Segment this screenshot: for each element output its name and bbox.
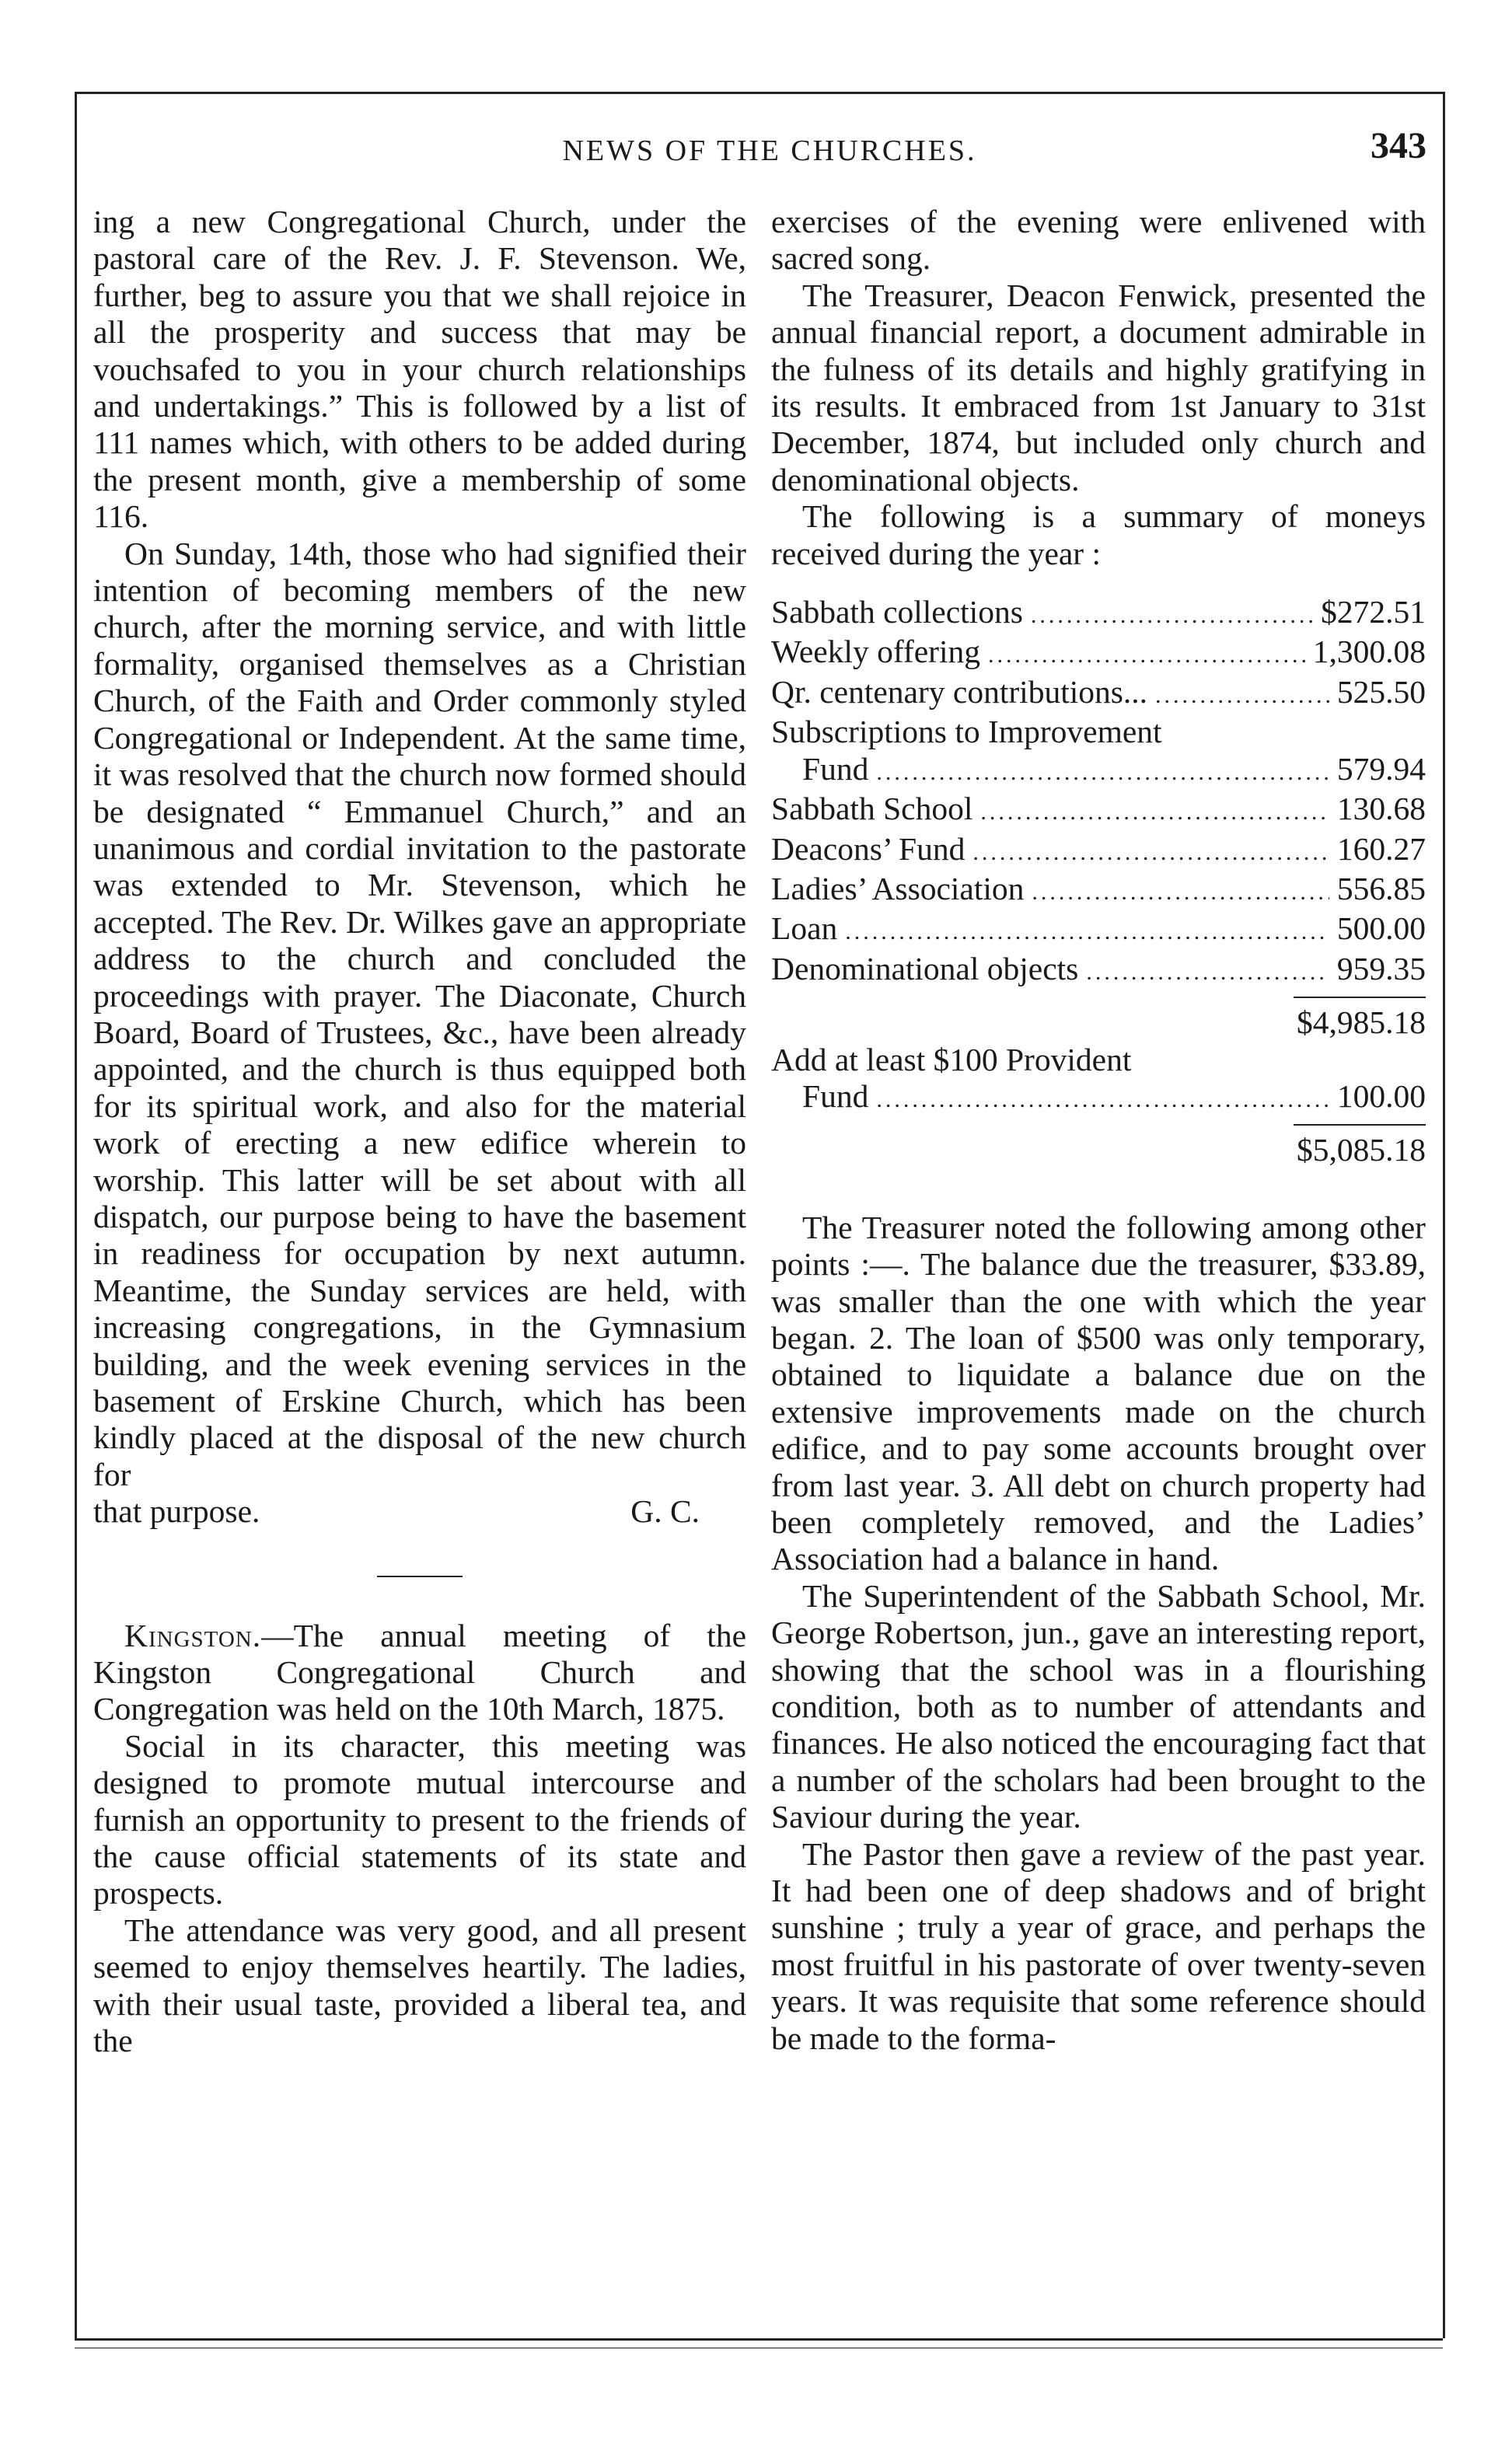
- summary-row: [771, 751, 1426, 791]
- summary-row: [771, 594, 1426, 634]
- summary-amount: 959.35: [1336, 950, 1426, 986]
- paragraph-end: that purpose.: [93, 1493, 260, 1530]
- summary-amount: 1,300.08: [1312, 634, 1426, 670]
- summary-row: [771, 871, 1426, 910]
- leader-dots: [1032, 874, 1329, 910]
- summary-amount: 100.00: [1336, 1077, 1426, 1114]
- summary-row: [771, 951, 1426, 990]
- summary-row: [771, 910, 1426, 950]
- paragraph: The Superintendent of the Sabbath School, Mr. George Robertson, jun., gave an interesting report, showing that the school was in a flourishing condition, both as to number of attendants and finances. He also noticed the encouraging fact that a number of the scholars had been brought to the Saviour during the year.: [771, 1577, 1426, 1835]
- summary-row: [771, 634, 1426, 673]
- subtotal-amount: $4,985.18: [1297, 1004, 1426, 1041]
- paragraph: The attendance was very good, and all present seemed to enjoy themselves heartily. The ladies, with their usual taste, provided a liberal tea, and the: [93, 1912, 746, 2059]
- paragraph: The following is a summary of moneys received during the year :: [771, 498, 1426, 571]
- summary-label: Add at least $100 Provident: [771, 1041, 1132, 1077]
- leader-dots: [1086, 954, 1329, 990]
- paragraph: ing a new Congregational Church, under the pastoral care of the Rev. J. F. Stevenson. We, further, beg to assure you that we shall rejoice in all the prosperity and success that may be vouchsafed to you in your church relationships and undertakings.” This is followed by a list of 111 names which, with others to be added during the present month, give a membership of some 116.: [93, 204, 746, 535]
- summary-row: [771, 831, 1426, 871]
- left-border-rule: [75, 92, 77, 2338]
- summary-row: [771, 791, 1426, 830]
- top-border-rule: [75, 92, 1443, 94]
- running-head: NEWS OF THE CHURCHES.: [562, 134, 977, 167]
- summary-amount: 160.27: [1336, 830, 1426, 867]
- section-divider: [377, 1576, 463, 1577]
- total-amount: $5,085.18: [1297, 1132, 1426, 1168]
- summary-label: Subscriptions to Improvement: [771, 714, 1162, 750]
- summary-label: Sabbath collections: [771, 594, 1023, 630]
- summary-label: Fund: [802, 750, 869, 787]
- summary-row: [771, 674, 1426, 714]
- signature: G. C.: [630, 1493, 700, 1530]
- financial-summary: [771, 594, 1426, 1169]
- summary-amount: $272.51: [1321, 594, 1426, 630]
- right-column: [771, 204, 1426, 2057]
- summary-amount: 579.94: [1336, 750, 1426, 787]
- total-rule: [1294, 1124, 1426, 1126]
- summary-label: Denominational objects: [771, 950, 1079, 986]
- summary-amount: 500.00: [1336, 910, 1426, 947]
- summary-amount: 130.68: [1336, 791, 1426, 827]
- summary-row: [771, 714, 1426, 750]
- summary-label: Sabbath School: [771, 791, 973, 827]
- bottom-border-rule: [75, 2338, 1443, 2341]
- leader-dots: [876, 1081, 1329, 1118]
- leader-dots: [845, 913, 1329, 950]
- paragraph: The Pastor then gave a review of the past year. It had been one of deep shadows and of bright sunshine ; truly a year of grace, and perhaps the most fruitful in his pastorate of over twenty-seven years. It was requisite that some reference should be made to the forma-: [771, 1835, 1426, 2056]
- leader-dots: [1155, 677, 1329, 714]
- page-number: 343: [1371, 125, 1426, 166]
- leader-dots: [876, 754, 1329, 791]
- summary-amount: 556.85: [1336, 870, 1426, 906]
- paragraph: exercises of the evening were enlivened with sacred song.: [771, 204, 1426, 277]
- section-heading: Kingston.: [124, 1617, 262, 1653]
- spacer: [771, 1178, 1426, 1210]
- subtotal-rule: [1294, 997, 1426, 998]
- summary-label: Ladies’ Association: [771, 870, 1025, 906]
- summary-label: Qr. centenary contributions...: [771, 673, 1148, 710]
- leader-dots: [1031, 597, 1313, 634]
- summary-label: Weekly offering: [771, 634, 981, 670]
- left-column: [93, 204, 746, 2060]
- paragraph: On Sunday, 14th, those who had signified their intention of becoming members of the new church, after the morning service, and with little formality, organised themselves as a Christian Church, of the Faith and Order commonly styled Congregational or Independent. At the same time, it was resolved that the church now formed should be designated “ Emmanuel Church,” and an unanimous and cordial invitation to the pastorate was extended to Mr. Stevenson, which he accepted. The Rev. Dr. Wilkes gave an appropriate address to the church and concluded the proceedings with prayer. The Diaconate, Church Board, Board of Trustees, &c., have been already appointed, and the church is thus equipped both for its spiritual work, and also for the material work of erecting a new edifice wherein to worship. This latter will be set about with all dispatch, our purpose being to have the basement in readiness for occupation by next autumn. Meantime, the Sunday services are held, with increasing congregations, in the Gymnasium building, and the week evening services in the basement of Erskine Church, which has been kindly placed at the disposal of the new church for: [93, 535, 746, 1493]
- summary-amount: 525.50: [1336, 673, 1426, 710]
- paragraph-text: —The annual meeting of the Kingston Congregational Church and Congregation was held on the 10th March, 1875.: [93, 1617, 746, 1727]
- kingston-paragraph: [93, 1618, 746, 1728]
- leader-dots: [972, 834, 1329, 871]
- summary-label: Loan: [771, 910, 838, 947]
- summary-label: Fund: [802, 1077, 869, 1114]
- summary-label: Deacons’ Fund: [771, 830, 966, 867]
- right-border-rule: [1443, 92, 1445, 2338]
- summary-row: [771, 1078, 1426, 1118]
- leader-dots: [988, 637, 1305, 673]
- paragraph: The Treasurer noted the following among other points :—. The balance due the treasurer, $33.89, was smaller than the one with which the year began. 2. The loan of $500 was only temporary, obtained to liquidate a balance due on the extensive improvements made on the church edifice, and to pay some accounts brought over from last year. 3. All debt on church property had been completely removed, and the Ladies’ Association had a balance in hand.: [771, 1209, 1426, 1577]
- leader-dots: [980, 794, 1329, 830]
- signature-line: [93, 1493, 700, 1530]
- paragraph: Social in its character, this meeting was designed to promote mutual intercourse and furnish an opportunity to present to the friends of the cause official statements of its state and prospects.: [93, 1727, 746, 1912]
- summary-row: [771, 1042, 1426, 1078]
- paragraph: The Treasurer, Deacon Fenwick, presented the annual financial report, a document admirable in the fulness of its details and highly gratifying in its results. It embraced from 1st January to 31st December, 1874, but included only church and denominational objects.: [771, 277, 1426, 498]
